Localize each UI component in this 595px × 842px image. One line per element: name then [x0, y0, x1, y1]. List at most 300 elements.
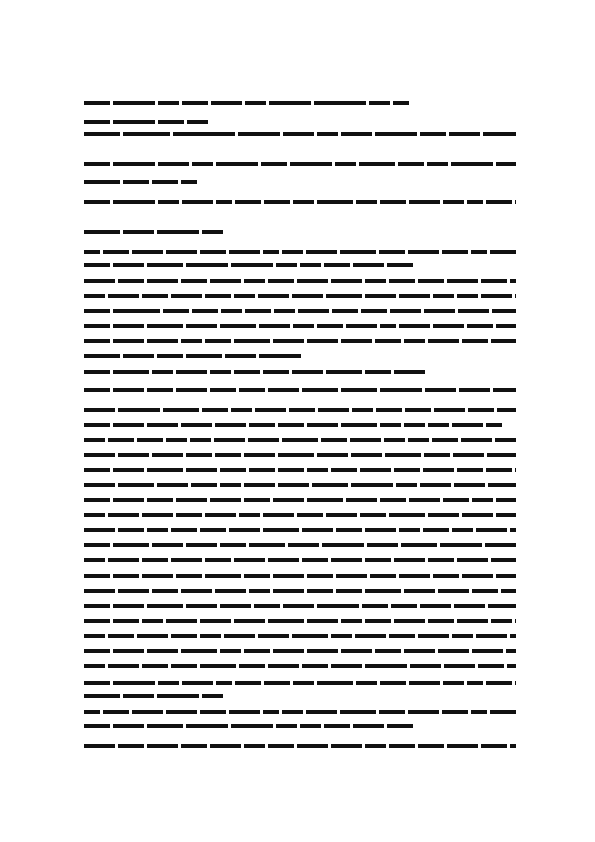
text-word: [229, 250, 260, 254]
text-word: [113, 543, 149, 547]
text-word: [231, 724, 273, 728]
text-word: [113, 200, 155, 204]
text-word: [263, 370, 289, 374]
text-word: [152, 370, 173, 374]
text-word: [216, 681, 232, 685]
text-word: [428, 619, 454, 623]
text-word: [314, 101, 366, 105]
text-word: [353, 263, 384, 267]
text-word: [476, 634, 507, 638]
text-line: [84, 449, 516, 461]
text-word: [205, 558, 231, 562]
text-line: [84, 226, 516, 238]
text-line: [84, 434, 516, 446]
text-word: [166, 438, 187, 442]
text-word: [84, 132, 120, 136]
text-word: [486, 423, 502, 427]
text-word: [361, 309, 387, 313]
text-word: [488, 604, 516, 608]
text-word: [515, 200, 516, 204]
text-word: [249, 543, 285, 547]
text-word: [113, 619, 139, 623]
text-word: [176, 498, 207, 502]
text-word: [84, 101, 110, 105]
text-line: [84, 600, 516, 612]
text-word: [424, 453, 450, 457]
text-line: [84, 158, 516, 170]
text-word: [472, 589, 498, 593]
text-word: [472, 649, 503, 653]
text-word: [289, 408, 315, 412]
text-word: [440, 543, 482, 547]
text-word: [84, 388, 110, 392]
text-word: [220, 604, 251, 608]
text-word: [515, 681, 516, 685]
text-line: [84, 677, 516, 689]
text-word: [263, 710, 279, 714]
text-word: [297, 279, 328, 283]
text-word: [420, 604, 451, 608]
text-word: [113, 423, 144, 427]
text-word: [84, 724, 110, 728]
text-word: [307, 498, 343, 502]
text-word: [488, 483, 516, 487]
text-word: [142, 558, 168, 562]
text-word: [495, 438, 516, 442]
text-word: [254, 604, 280, 608]
text-word: [158, 101, 179, 105]
text-word: [486, 681, 512, 685]
text-word: [283, 132, 314, 136]
text-word: [365, 294, 396, 298]
text-word: [410, 664, 441, 668]
text-word: [341, 619, 362, 623]
text-word: [365, 558, 391, 562]
text-word: [496, 498, 516, 502]
text-word: [108, 634, 134, 638]
text-word: [352, 408, 373, 412]
text-line: [84, 97, 516, 109]
text-word: [176, 574, 202, 578]
text-word: [84, 528, 115, 532]
text-word: [380, 681, 406, 685]
text-word: [507, 664, 516, 668]
text-word: [418, 744, 444, 748]
text-word: [459, 388, 490, 392]
text-word: [84, 250, 100, 254]
text-word: [181, 279, 207, 283]
text-word: [259, 354, 301, 358]
text-word: [332, 309, 358, 313]
text-word: [182, 101, 208, 105]
text-word: [367, 543, 398, 547]
text-word: [210, 370, 231, 374]
text-word: [276, 724, 297, 728]
text-word: [442, 710, 468, 714]
text-word: [157, 694, 199, 698]
text-word: [264, 681, 290, 685]
text-word: [200, 634, 221, 638]
text-word: [306, 710, 337, 714]
text-word: [84, 744, 115, 748]
text-word: [268, 744, 294, 748]
text-word: [317, 453, 348, 457]
text-word: [244, 498, 270, 502]
text-word: [108, 664, 139, 668]
text-word: [510, 744, 516, 748]
text-word: [408, 438, 429, 442]
text-word: [408, 250, 439, 254]
text-line: [84, 335, 516, 347]
text-word: [380, 324, 396, 328]
text-word: [394, 468, 420, 472]
text-line: [84, 305, 516, 317]
text-word: [234, 339, 270, 343]
text-word: [259, 324, 290, 328]
text-word: [321, 438, 347, 442]
text-word: [231, 263, 273, 267]
text-word: [300, 724, 321, 728]
text-word: [158, 681, 179, 685]
text-word: [428, 513, 459, 517]
text-word: [380, 388, 422, 392]
text-word: [486, 200, 512, 204]
text-word: [438, 649, 469, 653]
text-word: [362, 604, 388, 608]
text-word: [221, 309, 242, 313]
text-word: [490, 250, 516, 254]
text-word: [365, 619, 391, 623]
text-word: [220, 468, 246, 472]
text-word: [389, 513, 425, 517]
text-word: [132, 250, 163, 254]
text-word: [467, 200, 483, 204]
text-word: [307, 423, 338, 427]
text-word: [84, 634, 105, 638]
text-line: [84, 660, 516, 672]
text-word: [351, 483, 393, 487]
text-word: [443, 498, 469, 502]
text-word: [182, 681, 213, 685]
text-word: [510, 279, 516, 283]
text-word: [380, 423, 401, 427]
text-word: [244, 453, 275, 457]
text-word: [239, 513, 260, 517]
text-word: [118, 528, 144, 532]
text-word: [113, 324, 144, 328]
text-word: [491, 339, 516, 343]
text-line: [84, 740, 516, 752]
text-word: [190, 438, 211, 442]
text-word: [113, 339, 144, 343]
text-word: [408, 710, 439, 714]
text-word: [200, 528, 226, 532]
text-word: [152, 543, 183, 547]
text-word: [282, 438, 318, 442]
text-word: [244, 574, 270, 578]
text-word: [515, 619, 516, 623]
text-word: [273, 574, 304, 578]
text-line: [84, 494, 516, 506]
text-word: [307, 589, 333, 593]
text-word: [84, 589, 115, 593]
text-word: [147, 724, 183, 728]
text-word: [341, 388, 377, 392]
text-word: [393, 101, 409, 105]
text-word: [220, 483, 241, 487]
text-word: [405, 408, 431, 412]
text-word: [268, 279, 294, 283]
text-word: [452, 423, 483, 427]
text-word: [428, 558, 454, 562]
text-word: [181, 339, 202, 343]
text-word: [306, 250, 337, 254]
text-word: [515, 294, 516, 298]
text-word: [239, 664, 265, 668]
text-word: [84, 453, 115, 457]
text-word: [225, 354, 256, 358]
text-word: [481, 279, 507, 283]
text-word: [173, 132, 235, 136]
text-word: [453, 453, 484, 457]
text-word: [118, 589, 149, 593]
text-word: [245, 101, 266, 105]
text-word: [496, 324, 516, 328]
text-word: [205, 339, 231, 343]
text-line: [84, 509, 516, 521]
text-word: [380, 200, 406, 204]
text-word: [113, 604, 144, 608]
text-word: [404, 649, 435, 653]
text-word: [438, 589, 469, 593]
text-word: [443, 200, 464, 204]
text-word: [181, 649, 217, 653]
text-word: [273, 339, 304, 343]
text-word: [245, 309, 271, 313]
text-word: [331, 558, 362, 562]
text-word: [216, 200, 232, 204]
text-word: [132, 710, 163, 714]
text-word: [202, 408, 228, 412]
text-word: [192, 162, 213, 166]
text-line: [84, 554, 516, 566]
text-word: [510, 528, 516, 532]
text-word: [244, 649, 270, 653]
text-word: [215, 423, 246, 427]
text-word: [268, 664, 299, 668]
text-word: [142, 664, 168, 668]
text-word: [147, 649, 178, 653]
text-word: [365, 279, 386, 283]
text-word: [137, 634, 168, 638]
text-word: [113, 101, 155, 105]
text-word: [278, 468, 304, 472]
text-word: [481, 294, 512, 298]
text-word: [335, 162, 356, 166]
text-word: [84, 694, 120, 698]
text-word: [215, 453, 241, 457]
text-word: [307, 574, 333, 578]
text-word: [84, 370, 110, 374]
text-word: [186, 543, 217, 547]
text-word: [249, 423, 275, 427]
text-word: [84, 710, 100, 714]
text-word: [234, 558, 265, 562]
text-word: [451, 162, 493, 166]
text-word: [387, 724, 413, 728]
text-word: [425, 388, 456, 392]
text-word: [340, 250, 376, 254]
text-word: [142, 619, 163, 623]
text-word: [108, 558, 139, 562]
text-word: [186, 453, 212, 457]
text-word: [282, 710, 303, 714]
text-word: [231, 408, 252, 412]
text-word: [220, 649, 241, 653]
text-word: [497, 408, 516, 412]
text-word: [293, 324, 314, 328]
text-word: [457, 558, 488, 562]
text-word: [340, 710, 376, 714]
text-word: [220, 324, 256, 328]
text-word: [409, 681, 440, 685]
text-word: [118, 279, 144, 283]
text-line: [84, 539, 516, 551]
text-word: [123, 180, 149, 184]
text-word: [249, 468, 275, 472]
text-word: [293, 200, 314, 204]
text-word: [186, 354, 222, 358]
text-word: [307, 619, 338, 623]
text-line: [84, 366, 516, 378]
text-word: [84, 649, 110, 653]
text-word: [356, 200, 377, 204]
text-word: [483, 132, 516, 136]
text-word: [297, 744, 328, 748]
text-word: [472, 498, 493, 502]
text-word: [84, 574, 110, 578]
text-word: [297, 513, 323, 517]
text-word: [123, 132, 170, 136]
text-word: [84, 664, 105, 668]
text-word: [300, 263, 321, 267]
text-word: [278, 483, 309, 487]
text-word: [449, 132, 480, 136]
text-word: [171, 294, 202, 298]
text-word: [390, 309, 421, 313]
text-word: [248, 438, 279, 442]
text-word: [84, 354, 120, 358]
text-word: [278, 453, 314, 457]
text-word: [274, 309, 295, 313]
text-word: [404, 589, 435, 593]
text-word: [216, 162, 258, 166]
text-word: [423, 468, 454, 472]
text-word: [379, 250, 405, 254]
text-word: [113, 468, 144, 472]
text-word: [84, 408, 115, 412]
text-word: [113, 649, 144, 653]
text-word: [200, 664, 236, 668]
text-word: [491, 558, 516, 562]
text-word: [434, 408, 465, 412]
text-line: [84, 690, 516, 702]
text-word: [331, 634, 352, 638]
text-word: [461, 438, 492, 442]
text-word: [220, 543, 246, 547]
text-word: [210, 498, 241, 502]
text-word: [428, 423, 449, 427]
text-word: [396, 483, 417, 487]
text-word: [312, 483, 348, 487]
text-line: [84, 275, 516, 287]
text-word: [176, 370, 207, 374]
text-word: [324, 263, 350, 267]
text-word: [491, 619, 512, 623]
text-word: [108, 438, 134, 442]
text-word: [302, 558, 328, 562]
text-word: [331, 664, 362, 668]
text-word: [84, 279, 115, 283]
text-word: [302, 664, 328, 668]
text-word: [147, 339, 178, 343]
text-word: [118, 744, 144, 748]
text-word: [283, 604, 314, 608]
text-word: [123, 694, 154, 698]
text-word: [84, 180, 120, 184]
text-word: [147, 468, 183, 472]
text-word: [447, 744, 478, 748]
text-word: [186, 468, 217, 472]
text-word: [264, 200, 290, 204]
text-word: [317, 604, 359, 608]
text-word: [351, 453, 382, 457]
text-word: [137, 438, 163, 442]
text-word: [108, 513, 139, 517]
text-word: [318, 408, 349, 412]
text-word: [215, 589, 246, 593]
text-word: [202, 230, 223, 234]
text-word: [433, 294, 454, 298]
text-word: [290, 162, 332, 166]
text-word: [355, 634, 386, 638]
text-word: [229, 710, 260, 714]
text-word: [205, 574, 241, 578]
text-word: [317, 681, 353, 685]
text-word: [276, 263, 297, 267]
text-word: [384, 438, 405, 442]
text-word: [84, 558, 105, 562]
text-line: [84, 350, 516, 362]
text-line: [84, 479, 516, 491]
text-word: [113, 574, 139, 578]
text-word: [515, 468, 516, 472]
text-word: [191, 483, 217, 487]
text-word: [399, 324, 430, 328]
text-word: [147, 279, 178, 283]
text-word: [273, 649, 304, 653]
text-word: [336, 589, 362, 593]
text-word: [490, 710, 516, 714]
text-word: [269, 101, 311, 105]
text-word: [244, 483, 275, 487]
text-word: [302, 528, 333, 532]
text-word: [171, 664, 197, 668]
text-word: [365, 528, 396, 532]
text-word: [444, 664, 475, 668]
text-word: [424, 309, 455, 313]
text-word: [205, 294, 231, 298]
